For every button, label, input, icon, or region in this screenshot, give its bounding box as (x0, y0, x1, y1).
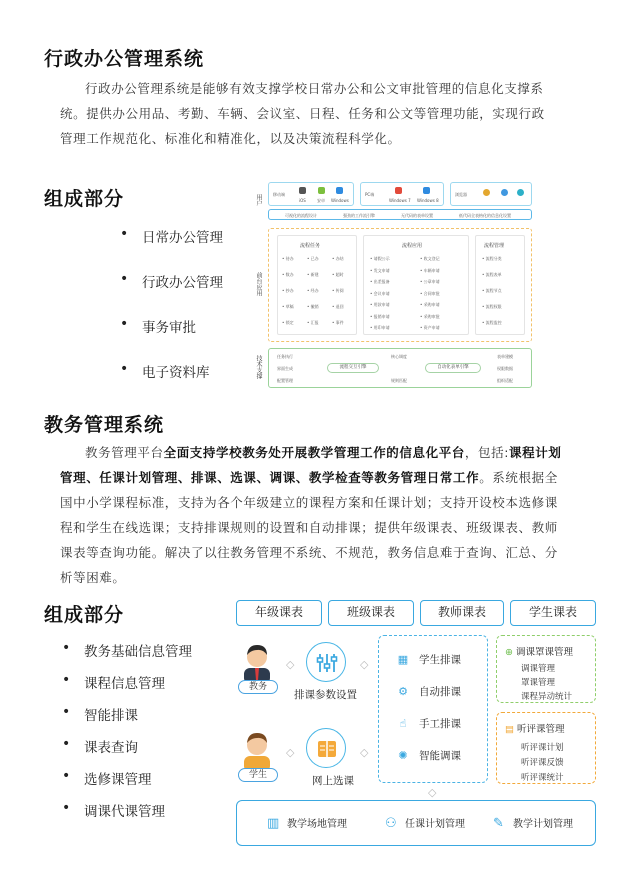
grade-schedule-tab: 年级课表 (236, 600, 322, 626)
arrow-icon: ◇ (286, 746, 295, 759)
bullet-item: • 选修课管理 (62, 768, 192, 800)
adjust-item: 课程异动统计 (521, 692, 573, 702)
para-line: 析等困难。 (60, 570, 126, 585)
mid-item-label: 手工排课 (419, 718, 461, 730)
bottom-item-venue (267, 815, 347, 831)
grid-item: • 车辆申请 (420, 267, 440, 273)
tech-item: 组织适配 (497, 378, 513, 383)
bullet-item: • 课表查询 (62, 736, 192, 768)
front-app-panel (268, 228, 532, 342)
windows-icon (423, 187, 430, 194)
grid-item: • 会议申请 (370, 290, 390, 296)
grid-item: • 用款申请 (370, 302, 390, 307)
grid-item: • 超时 (332, 272, 344, 277)
grid-item: • 出差报备 (370, 279, 390, 284)
grid-item: • 流程节点 (482, 288, 502, 293)
online-elective-caption: 网上选课 (312, 775, 354, 787)
listen-item: 听评课计划 (521, 743, 564, 753)
bottom-item-label: 教学计划管理 (513, 819, 573, 830)
task-column (277, 235, 357, 335)
adjust-course-panel (496, 635, 596, 703)
grid-item: • 办结 (332, 256, 344, 261)
para-line: 管理工作规范化、标准化和精准化，以及决策流程科学化。 (60, 131, 401, 146)
grid-item: • 抄办 (282, 288, 294, 293)
grid-item: • 流程分类 (482, 256, 502, 261)
para-text: 教务管理平台 (85, 445, 164, 460)
lesson-evaluation-panel (496, 712, 596, 784)
tech-support-panel (268, 348, 532, 388)
feature-banner (268, 209, 532, 220)
section1-paragraph (60, 76, 600, 151)
teacher-schedule-tab: 教师课表 (420, 600, 504, 626)
row-label-front: 前台应用 (255, 272, 262, 296)
windows-icon (395, 187, 402, 194)
office-architecture-diagram (248, 178, 620, 392)
arrow-icon: ◇ (428, 786, 437, 799)
para-line: 行政办公管理系统是能够有效支撑学校日常办公和公文审批管理的信息化支撑系 (85, 81, 544, 96)
client-item: iOS (299, 198, 306, 203)
section1-bullet-list (120, 226, 223, 406)
grid-item: • 事件 (332, 320, 344, 325)
arrow-icon: ◇ (360, 658, 369, 671)
client-title: PC端 (365, 192, 375, 197)
grid-item: • 资产申请 (420, 325, 440, 330)
column-title: 流程应用 (402, 243, 423, 249)
mid-item-smart-adjust (397, 748, 461, 763)
bottom-item-label: 任课计划管理 (405, 819, 465, 830)
calendar-icon: ▦ (397, 653, 409, 666)
grid-item: • 采购申请 (420, 302, 440, 307)
grid-item: • 采购审批 (420, 313, 440, 319)
para-line (60, 465, 600, 490)
student-avatar (238, 728, 276, 772)
adjust-title-text: 调课罩课管理 (516, 647, 574, 658)
client-title: 浏览器 (455, 192, 467, 197)
param-settings-caption: 排课参数设置 (294, 689, 357, 701)
grid-item: • 流程监控 (482, 320, 502, 325)
para-bold: 管理、任课计划管理、排课、选课、调课、教学检查等教务管理日常工作 (60, 470, 480, 485)
adjust-item: 罩课管理 (521, 678, 556, 688)
adjust-item: 调课管理 (521, 664, 556, 674)
grid-item: • 报销申请 (370, 313, 390, 319)
bullet-item: • 智能排课 (62, 704, 192, 736)
bottom-item-label: 教学场地管理 (287, 819, 347, 830)
bullet-item: • 电子资料库 (120, 361, 223, 406)
banner-item: 低代码全表格化的信息化设置 (459, 213, 511, 218)
online-elective-icon (306, 728, 346, 768)
base-management-bar (236, 800, 596, 846)
bullet-item: • 事务审批 (120, 316, 223, 361)
listen-title: ▤ 听评课管理 (505, 724, 565, 735)
edge-icon (517, 189, 524, 196)
para-line: 课表等查询功能。解决了以往教务管理不系统、不规范，教务信息难于查询、汇总、分 (60, 545, 558, 560)
grid-item: • 新建 (307, 272, 319, 277)
para-line: 国中小学课程标准，支持为各个年级建立的课程方案和任课计划；支持开设校本选修课 (60, 495, 558, 510)
column-title: 流程管理 (484, 243, 505, 249)
row-label-user: 用户 (255, 194, 262, 206)
param-settings-icon (306, 642, 346, 682)
grid-item: • 锁定 (282, 320, 294, 325)
tech-item: 权限数据 (497, 366, 513, 371)
chrome-icon (483, 189, 490, 196)
mid-item-label: 自动排课 (419, 686, 461, 698)
grid-item: • 流程表单 (482, 272, 502, 277)
banner-item: 无代码的表单设置 (401, 213, 433, 218)
building-icon: ▥ (267, 816, 280, 831)
people-icon: ⚇ (385, 816, 397, 831)
mid-item-label: 智能调课 (419, 750, 461, 762)
android-icon (318, 187, 325, 194)
grid-item: • 待办 (282, 256, 294, 261)
mid-item-student-schedule (397, 652, 461, 667)
para-bold: 课程计划 (509, 445, 562, 460)
section1-title: 行政办公管理系统 (44, 48, 205, 70)
tech-item: 界面生成 (277, 366, 293, 371)
adjust-title: ⊕ 调课罩课管理 (505, 647, 574, 658)
bulb-icon: ✺ (398, 749, 408, 762)
client-browser-box (450, 182, 532, 206)
section2-bullet-list (62, 640, 192, 832)
grid-item: • 请假公示 (370, 256, 390, 261)
class-schedule-tab: 班级课表 (328, 600, 414, 626)
plan-icon: ✎ (493, 816, 504, 831)
column-title: 流程任务 (300, 243, 321, 249)
bullet-item: • 调课代课管理 (62, 800, 192, 832)
para-line (60, 440, 600, 465)
scheduling-panel (378, 635, 488, 783)
engine-pill: 自动化表单引擎 (425, 363, 481, 373)
mid-item-label: 学生排课 (419, 654, 461, 666)
listen-item: 听评课统计 (521, 773, 564, 783)
role-student-badge: 学生 (238, 768, 278, 782)
hand-icon: ☝ (399, 717, 407, 730)
tech-center-label: 核心调度 (391, 354, 407, 359)
section2-paragraph (60, 440, 600, 590)
grid-item: • 公章申请 (420, 279, 440, 284)
tech-item: 任务执行 (277, 354, 293, 359)
tech-center-label: 规则匹配 (391, 378, 407, 383)
client-pc-box (360, 182, 444, 206)
client-item: 安卓 (317, 198, 325, 203)
grid-item: • 流程权限 (482, 304, 502, 309)
bullet-item: • 教务基础信息管理 (62, 640, 192, 672)
windows-icon (336, 187, 343, 194)
arrow-icon: ◇ (360, 746, 369, 759)
para-text: 。系统根据全 (479, 470, 558, 485)
grid-item: • 收文登记 (420, 256, 440, 261)
client-title: 移动端 (273, 192, 285, 197)
grid-item: • 草稿 (282, 304, 294, 309)
para-line: 程和学生在线选课；支持排课规则的设置和自动排课；提供年级课表、班级课表、教师 (60, 520, 558, 535)
engine-pill: 流程交互引擎 (327, 363, 379, 373)
grid-item: • 汇报 (307, 320, 319, 325)
grid-item: • 已办 (307, 256, 319, 261)
bottom-item-curriculum-plan (493, 815, 573, 831)
mid-item-auto-schedule (397, 684, 461, 699)
section1-components-title: 组成部分 (44, 188, 125, 210)
para-line: 统。提供办公用品、考勤、车辆、会议室、日程、任务和公文等管理功能，实现行政 (60, 106, 545, 121)
row-label-tech: 技术支撑 (255, 355, 262, 379)
client-item: Windows 8 (417, 198, 439, 203)
para-text: ，包括: (464, 445, 510, 460)
listen-title-text: 听评课管理 (517, 724, 565, 735)
apple-icon (299, 187, 306, 194)
banner-item: 强劲的工作流引擎 (343, 213, 375, 218)
app-column (363, 235, 469, 335)
grid-item: • 数办 (282, 272, 294, 277)
bullet-item: • 日常办公管理 (120, 226, 223, 271)
listen-item: 听评课反馈 (521, 758, 564, 768)
tech-item: 配置管理 (277, 378, 293, 383)
client-mobile-box (268, 182, 354, 206)
banner-item: 可视化的流程设计 (285, 213, 317, 218)
mid-item-manual-schedule (397, 716, 461, 731)
role-teacher-badge: 教务 (238, 680, 278, 694)
arrow-icon: ◇ (286, 658, 295, 671)
grid-item: • 合同审批 (420, 290, 440, 296)
student-schedule-tab: 学生课表 (510, 600, 596, 626)
client-item: Windows 7 (389, 198, 411, 203)
grid-item: • 撤销 (307, 304, 319, 309)
para-bold: 全面支持学校教务处开展教学管理工作的信息化平台 (163, 445, 465, 460)
grid-item: • 用印申请 (370, 325, 390, 330)
grid-item: • 发文申请 (370, 267, 390, 273)
auto-icon: ⚙ (398, 685, 408, 698)
bottom-item-teaching-plan (385, 815, 465, 831)
grid-item: • 退回 (332, 304, 344, 309)
manage-column (475, 235, 525, 335)
ie-icon (501, 189, 508, 196)
academic-architecture-diagram (232, 600, 600, 865)
tech-item: 表单建模 (497, 354, 513, 359)
teacher-avatar (238, 640, 276, 684)
grid-item: • 经办 (307, 288, 319, 293)
section2-title: 教务管理系统 (44, 414, 165, 436)
bullet-item: • 行政办公管理 (120, 271, 223, 316)
client-item: Windows (331, 198, 349, 203)
section2-components-title: 组成部分 (44, 604, 125, 626)
grid-item: • 传阅 (332, 288, 344, 293)
bullet-item: • 课程信息管理 (62, 672, 192, 704)
